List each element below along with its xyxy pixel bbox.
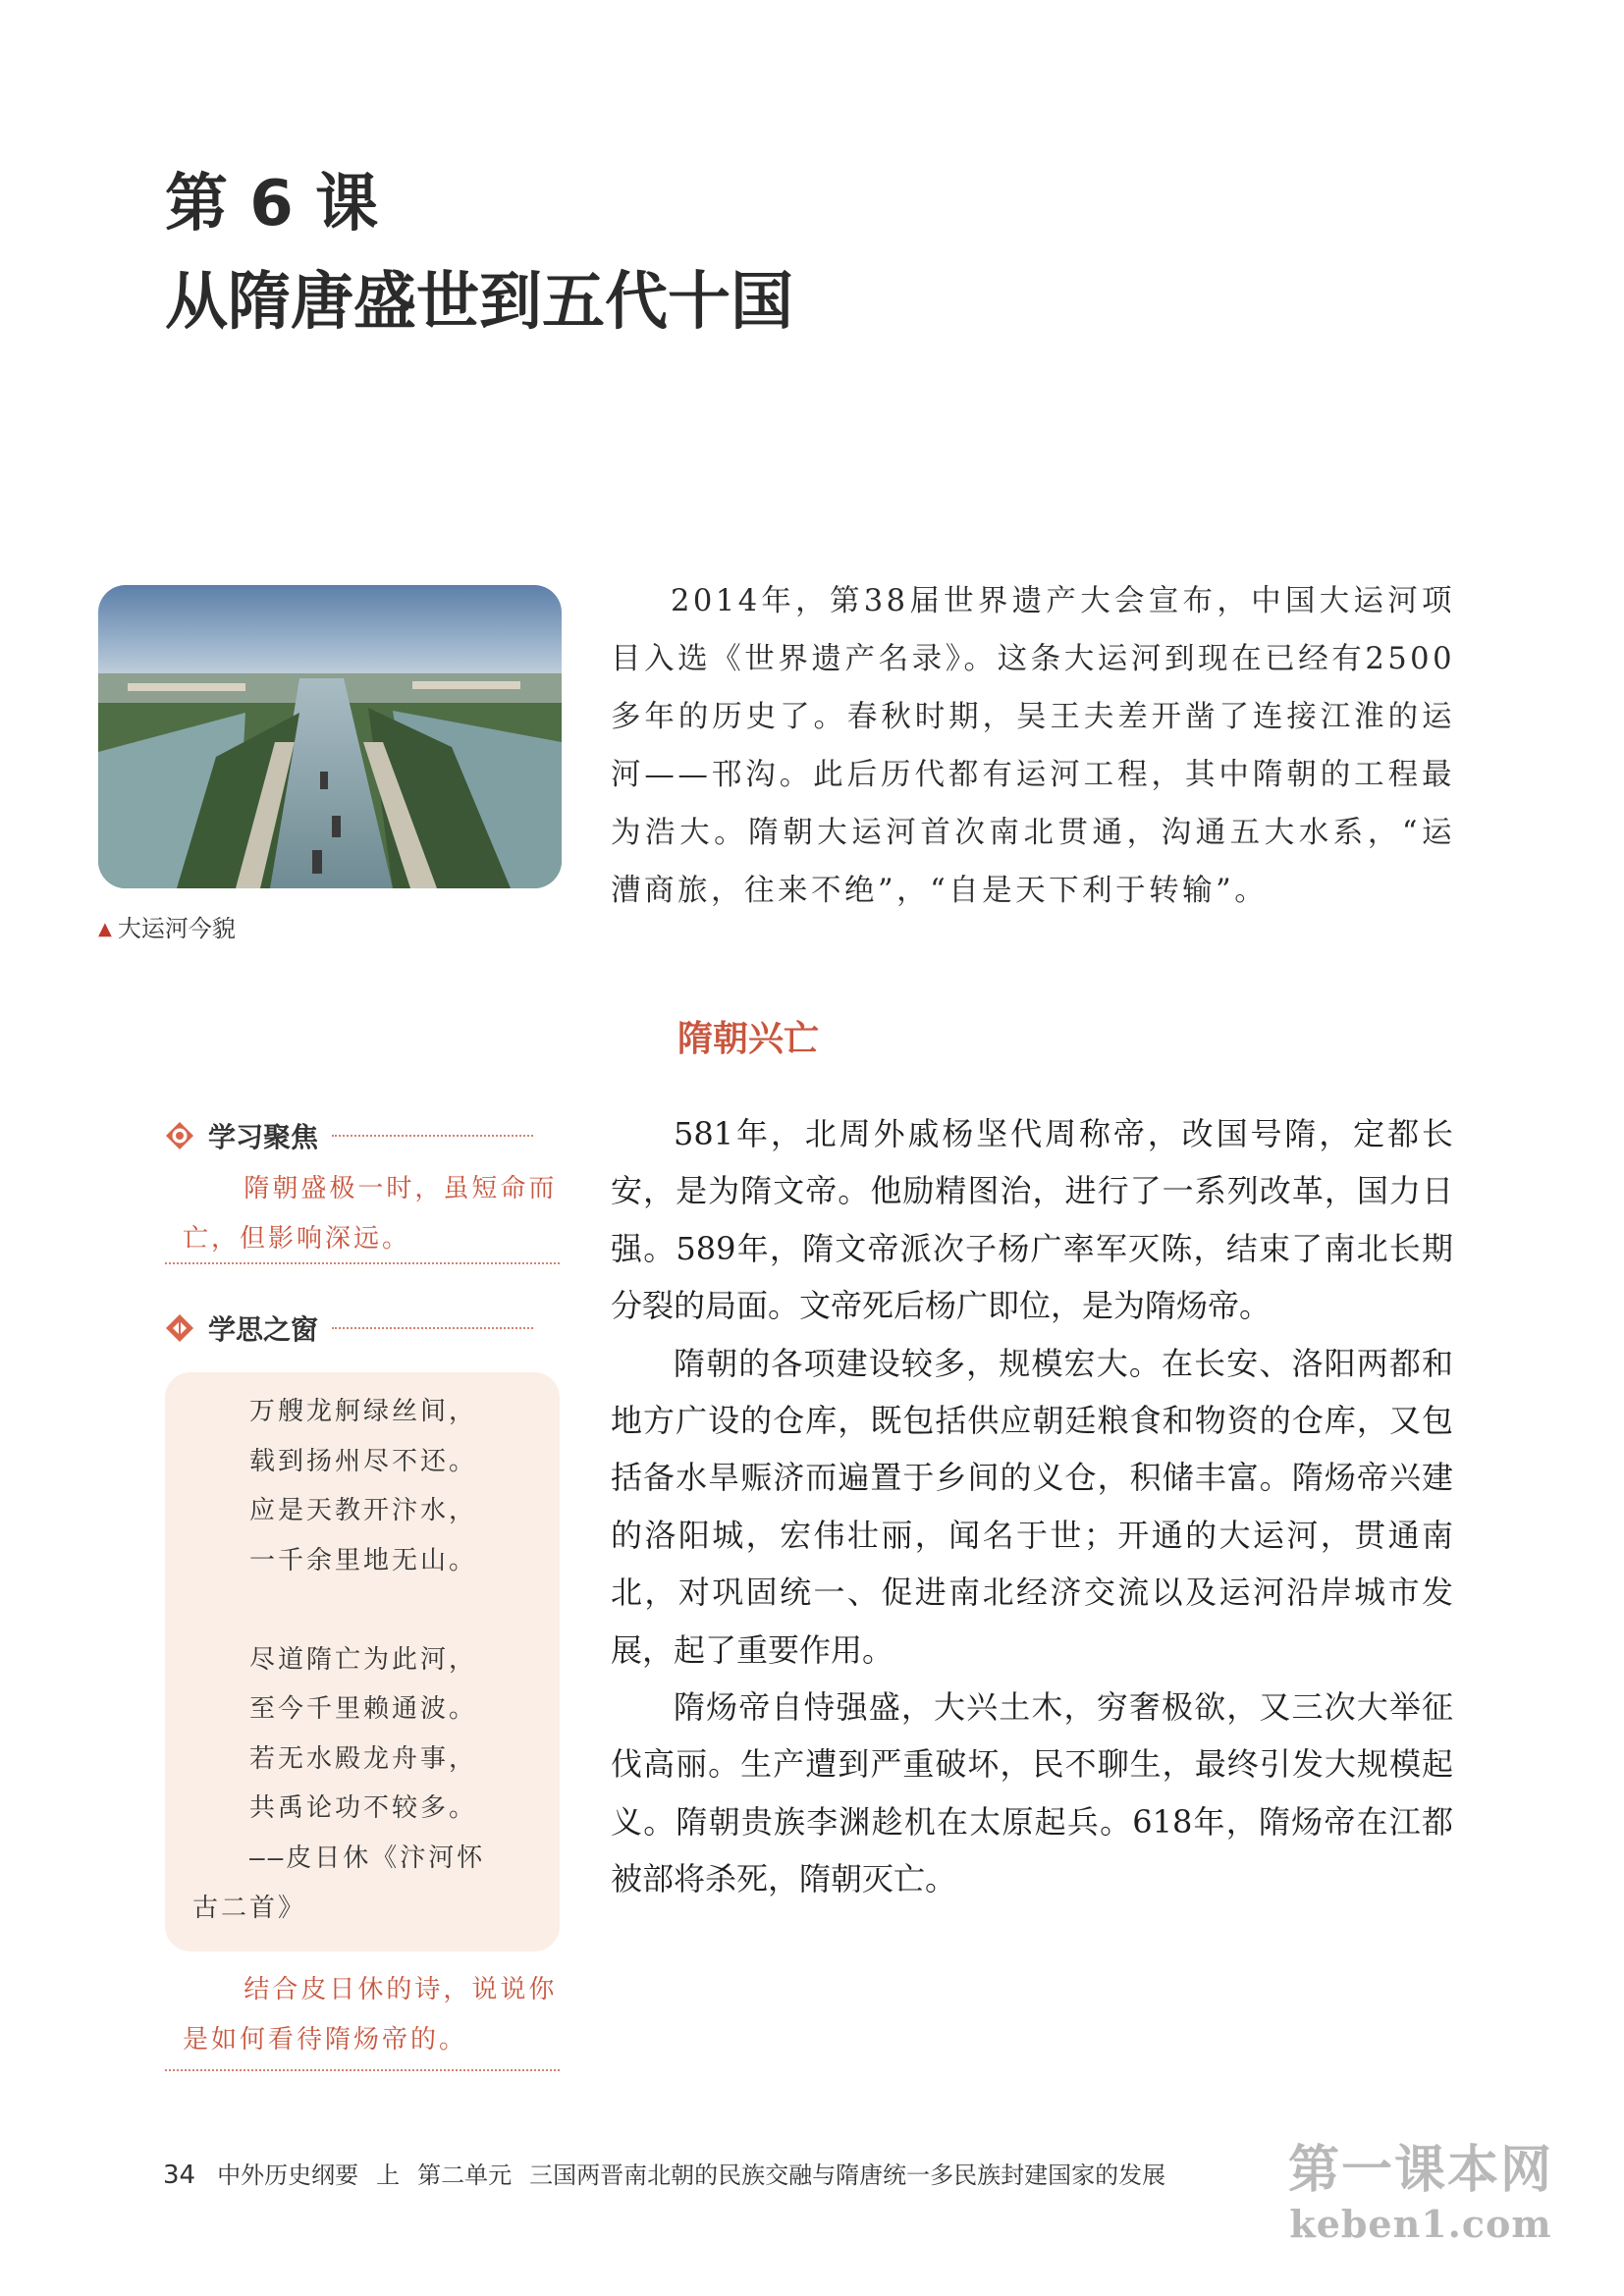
triangle-icon: ▲ xyxy=(98,919,112,939)
intro-paragraph: 2014年，第38届世界遗产大会宣布，中国大运河项目入选《世界遗产名录》。这条大运河到现在已经有2500多年的历史了。春秋时期，吴王夫差开凿了连接江淮的运河——邗沟。此后历代都有运河工程，其中隋朝的工程最为浩大。隋朝大运河首次南北贯通，沟通五大水系，“运漕商旅，往来不绝”，“自是天下利于转输”。 xyxy=(611,584,1455,908)
photo-caption xyxy=(98,909,236,943)
lesson-title: 从隋唐盛世到五代十国 xyxy=(165,266,793,339)
dotted-rule xyxy=(332,1135,533,1137)
poem-line: 尽道隋亡为此河， xyxy=(249,1644,478,1675)
diamond-leaf-icon xyxy=(165,1313,194,1343)
poem-line: 至今千里赖通波。 xyxy=(249,1694,478,1724)
body-paragraph: 581年，北周外戚杨坚代周称帝，改国号隋，定都长安，是为隋文帝。他励精图治，进行了一系列改革，国力日强。589年，隋文帝派次子杨广率军灭陈，结束了南北长期分裂的局面。文帝死后杨广即位，是为隋炀帝。 xyxy=(611,1115,1453,1325)
grand-canal-photo xyxy=(98,585,562,888)
dotted-rule xyxy=(332,1327,533,1329)
photo-caption-text: 大运河今貌 xyxy=(117,915,236,942)
body-paragraph: 隋炀帝自恃强盛，大兴土木，穷奢极欲，又三次大举征伐高丽。生产遭到严重破坏，民不聊生，最终引发大规模起义。隋朝贵族李渊趁机在太原起兵。618年，隋炀帝在江都被部将杀死，隋朝灭亡。 xyxy=(611,1688,1453,1898)
study-focus-label xyxy=(165,1116,533,1155)
unit-title: 三国两晋南北朝的民族交融与隋唐统一多民族封建国家的发展 xyxy=(529,2162,1166,2189)
watermark-url: keben1.com xyxy=(1289,2202,1552,2246)
poem-line: 载到扬州尽不还。 xyxy=(249,1446,478,1476)
thinking-window-title: 学思之窗 xyxy=(208,1313,319,1346)
book-title: 中外历史纲要 xyxy=(217,2162,359,2189)
poem-source-line: 古二首》 xyxy=(192,1893,307,1923)
diamond-target-icon xyxy=(165,1121,194,1150)
body-paragraph: 隋朝的各项建设较多，规模宏大。在长安、洛阳两都和地方广设的仓库，既包括供应朝廷粮食和物资的仓库，又包括备水旱赈济而遍置于乡间的义仓，积储丰富。隋炀帝兴建的洛阳城，宏伟壮丽，闻名于世；开通的大运河，贯通南北，对巩固统一、促进南北经济交流以及运河沿岸城市发展，起了重要作用。 xyxy=(611,1344,1453,1669)
main-body xyxy=(611,1105,1453,1908)
poem-line: 应是天教开汴水， xyxy=(249,1496,478,1525)
poem-line: 一千余里地无山。 xyxy=(249,1545,478,1575)
stanza-gap xyxy=(249,1585,544,1635)
dotted-divider xyxy=(165,2069,560,2071)
poem-line: 若无水殿龙舟事， xyxy=(249,1743,478,1774)
watermark xyxy=(1288,2128,1553,2246)
poem-line: 共禹论功不较多。 xyxy=(249,1793,478,1823)
lesson-title-block xyxy=(165,155,793,351)
study-focus-text: 隋朝盛极一时，虽短命而亡，但影响深远。 xyxy=(183,1174,558,1254)
page-footer xyxy=(163,2156,1165,2190)
dotted-divider xyxy=(165,1262,560,1264)
watermark-line: 第一课本网 xyxy=(1287,2141,1553,2200)
page-number: 34 xyxy=(163,2161,196,2190)
volume: 上 xyxy=(376,2162,401,2189)
poem-source xyxy=(192,1834,536,1933)
poem-source-line: ——皮日休《汴河怀 xyxy=(249,1843,486,1873)
section-heading: 隋朝兴亡 xyxy=(677,1019,820,1059)
discussion-question: 结合皮日休的诗，说说你是如何看待隋炀帝的。 xyxy=(183,1975,558,2055)
poem xyxy=(249,1387,544,1834)
poem-line: 万艘龙舸绿丝间， xyxy=(249,1397,478,1426)
unit: 第二单元 xyxy=(417,2162,513,2189)
study-focus-title: 学习聚焦 xyxy=(208,1121,319,1153)
thinking-window-label xyxy=(165,1308,533,1348)
lesson-number: 第 6 课 xyxy=(165,168,379,240)
